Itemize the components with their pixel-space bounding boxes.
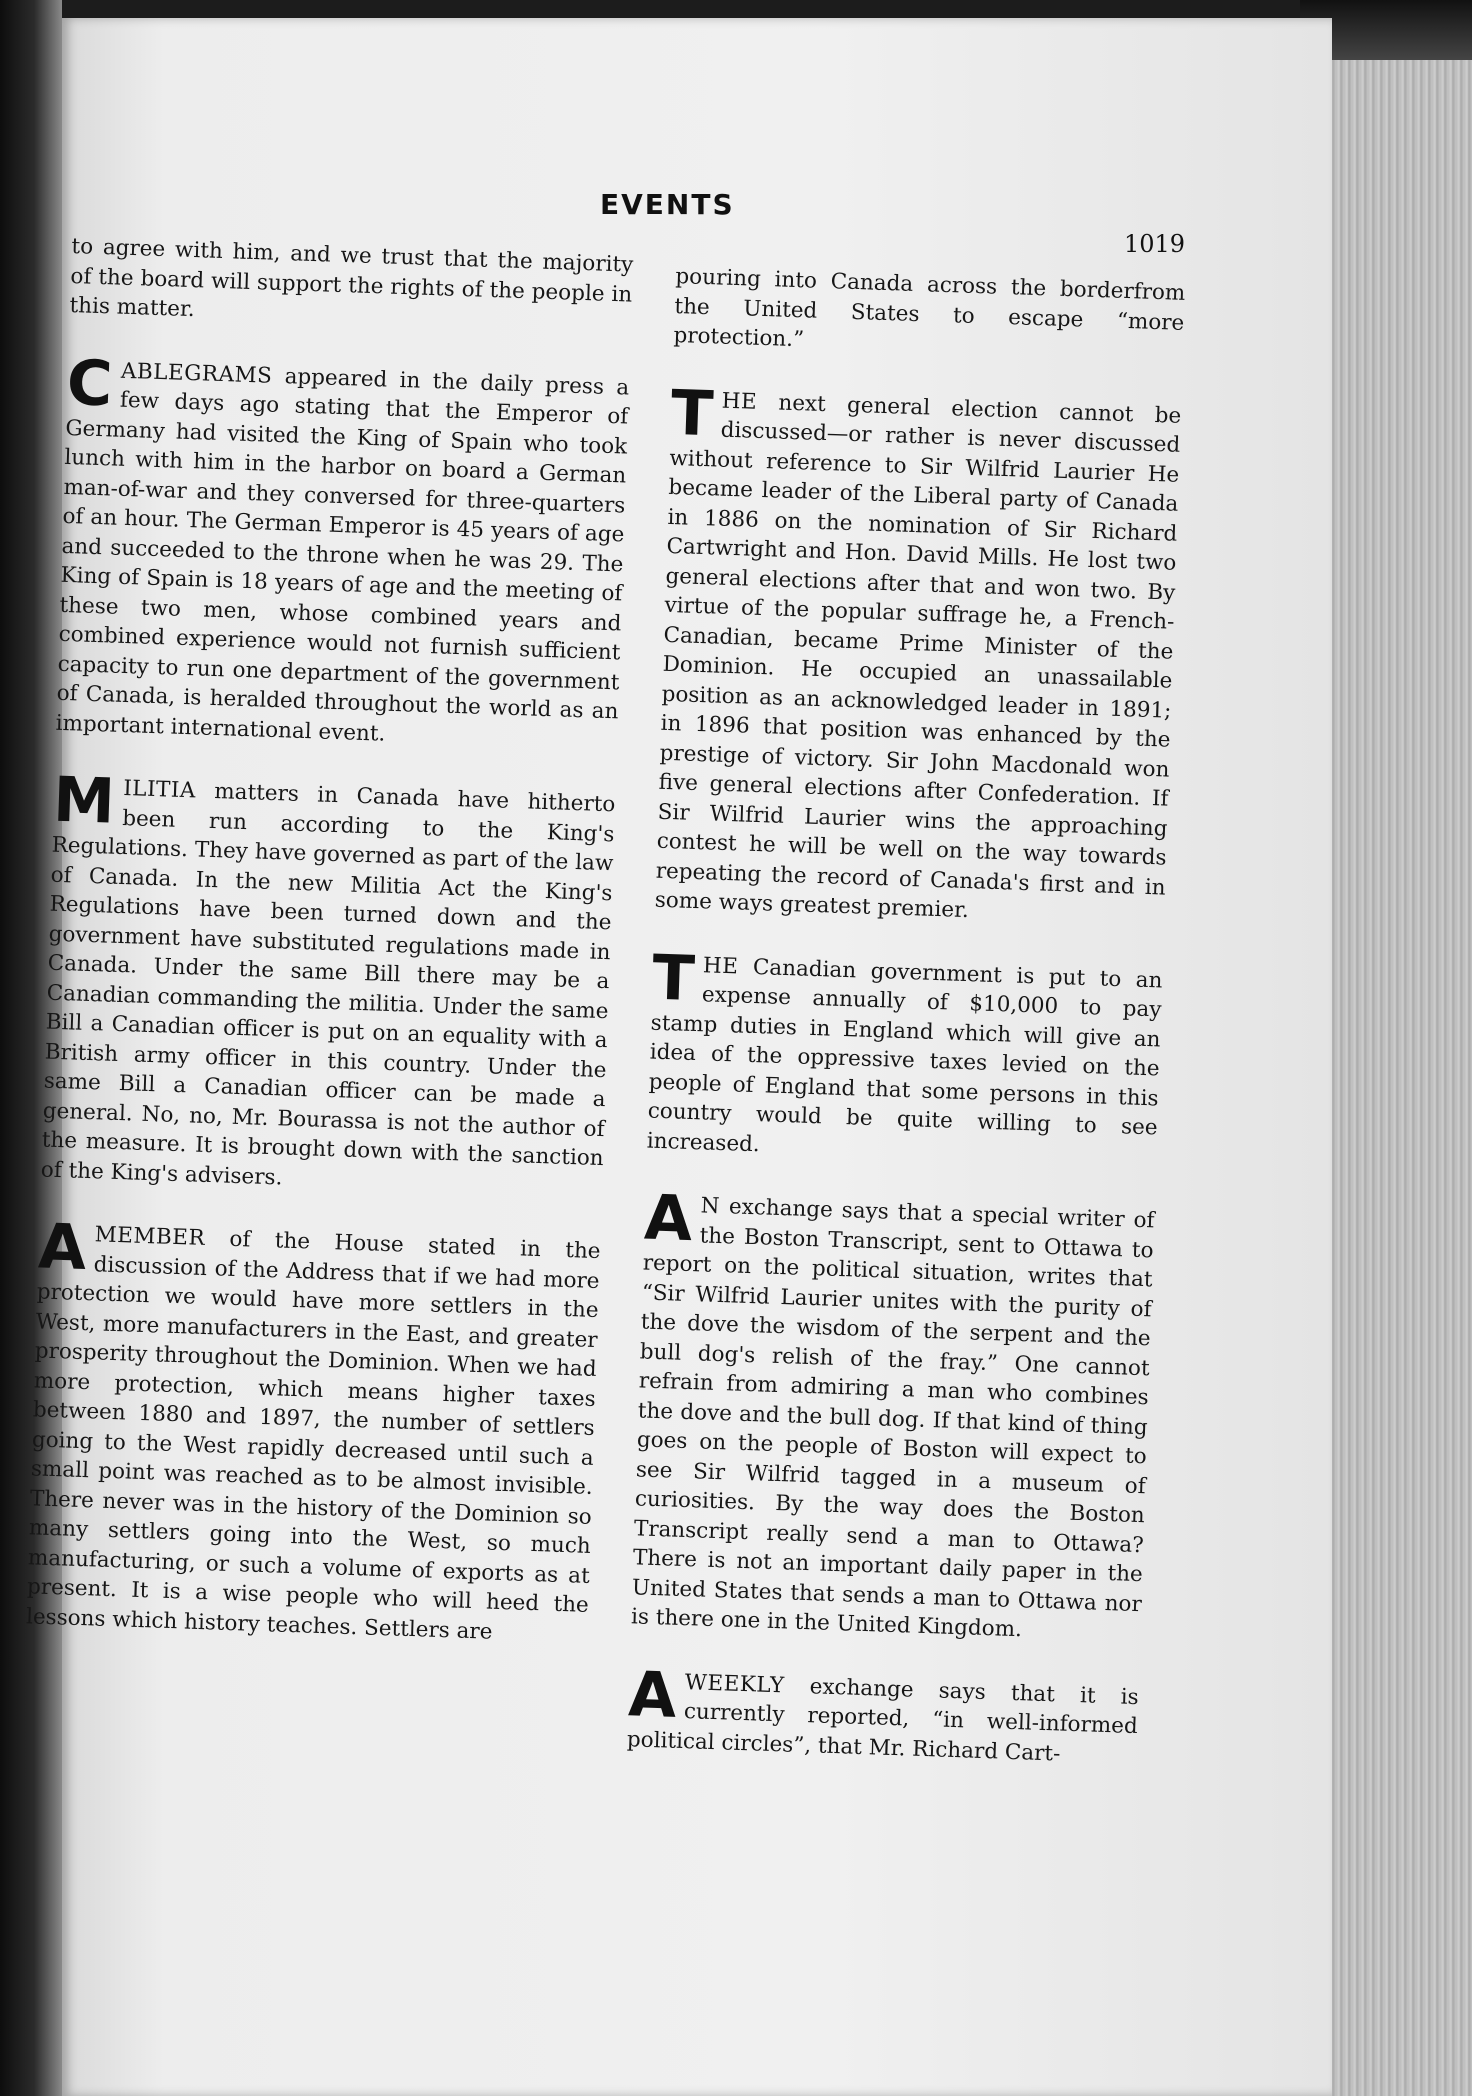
paragraph-text: pouring into Canada across the borderfrom the United States to escape “more protection.” — [673, 263, 1186, 353]
drop-cap: A — [37, 1209, 88, 1285]
paragraph-militia — [40, 762, 616, 1203]
paragraph-member — [25, 1209, 601, 1649]
drop-cap: A — [627, 1656, 678, 1732]
right-column — [625, 262, 1185, 1805]
paragraph-text: matters in Canada have hitherto been run according to the King's Regulations. They have governed as part of the law of Canada. In the new Militia Act the King's Regulations have been turned down and the government have substituted regulations made in Canada. Under the same Bill there may be a Canadian commanding the militia. Under the same Bill a Canadian officer is put on an equality with a British army officer in this country. Under the same Bill a Canadian officer can be made a general. No, no, Mr. Bourassa is not the author of the measure. It is brought down with the sanction of the King's advisers. — [40, 778, 616, 1190]
paragraph-continuation — [673, 262, 1186, 367]
paragraph-text: appeared in the daily press a few days ago stating that the Emperor of Germany had visited the King of Spain who took lunch with him in the harbor on board a German man-of-war and they conversed for three-quarters of an hour. The German Emperor is 45 years of age and succeeded to the throne when he was 29. The King of Spain is 18 years of age and the meeting of these two men, whose combined years and combined experience would not furnish sufficient capacity to run one department of the government of Canada, is heralded throughout the world as an important international event. — [55, 363, 630, 747]
paragraph-weekly-exchange — [626, 1656, 1140, 1771]
paragraph-text: exchange says that it is currently reported, “in well-informed political circles”, that Mr. Richard Cart- — [626, 1672, 1140, 1767]
lead-word: ABLEGRAMS — [120, 358, 273, 389]
paragraph-cablegrams — [55, 345, 630, 756]
drop-cap: T — [669, 375, 715, 450]
paragraph-text: next general election cannot be discussed—or rather is never discussed without reference to Sir Wilfrid Laurier He became leader of the Liberal party of Canada in 1886 on the nomination of Sir Richard Cartwright and Hon. David Mills. He lost two general elections after that and won two. By virtue of the popular suffrage he, a French-Canadian, became Prime Minister of the Dominion. He occupied an unassailable position as an acknowledged leader in 1891; in 1896 that position was enhanced by the prestige of victory. Sir John Macdonald won five general elections after Confederation. If Sir Wilfrid Laurier wins the approaching contest he will be well on the way towards repeating the record of Canada's first and in some ways greatest premier. — [654, 389, 1182, 924]
drop-cap: C — [65, 345, 114, 420]
drop-cap: T — [651, 940, 696, 1015]
running-head: EVENTS — [600, 188, 735, 221]
lead-word: N — [700, 1193, 721, 1219]
paragraph-text: Canadian government is put to an expense annually of $10,000 to pay stamp duties in England which will give an idea of the oppressive taxes levied on the people of England that some persons in this country would be quite willing to see increased. — [646, 953, 1163, 1157]
lead-word: HE — [702, 952, 739, 979]
paragraph-text: exchange says that a special writer of the Boston Transcript, sent to Ottawa to report on the political situation, writes that “Sir Wilfrid Laurier unites with the purity of the dove the wisdom of the serpent and the bull dog's relish of the fray.” One cannot refrain from admiring a man who combines the dove and the bull dog. If that kind of thing goes on the people of Boston will expect to see Sir Wilfrid tagged in a museum of curiosities. By the way does the Boston Transcript really send a man to Ottawa? There is not an important daily paper in the United States that sends a man to Ottawa nor is there one in the United Kingdom. — [630, 1193, 1155, 1643]
lead-word: HE — [721, 388, 758, 415]
left-column — [24, 232, 633, 1684]
paragraph-text: of the House stated in the discussion of the Address that if we had more protection we would have more settlers in the West, more manufacturers in the East, and greater prosperity throughout the Dominion. When we had more protection, which means higher taxes between 1880 and 1897, the number of settlers going to the West rapidly decreased until such a small point was reached as to be almost invisible. There never was in the history of the Dominion so many settlers going into the West, so much manufacturing, or such a volume of exports as at present. It is a wise people who will heed the lessons which history teaches. Settlers are — [25, 1225, 601, 1645]
lead-word: ILITIA — [122, 776, 197, 804]
paragraph-boston-transcript — [630, 1180, 1155, 1648]
page-number: 1019 — [1124, 230, 1186, 258]
lead-word: MEMBER — [94, 1222, 206, 1251]
lead-word: WEEKLY — [684, 1669, 785, 1698]
paragraph-stamp-duties — [646, 940, 1163, 1172]
paragraph-election — [654, 375, 1182, 932]
drop-cap: M — [51, 762, 117, 838]
paragraph-text: to agree with him, and we trust that the majority of the board will support the rights of the people in this matter. — [69, 233, 634, 323]
paragraph-continuation — [69, 232, 634, 339]
drop-cap: A — [643, 1180, 694, 1256]
